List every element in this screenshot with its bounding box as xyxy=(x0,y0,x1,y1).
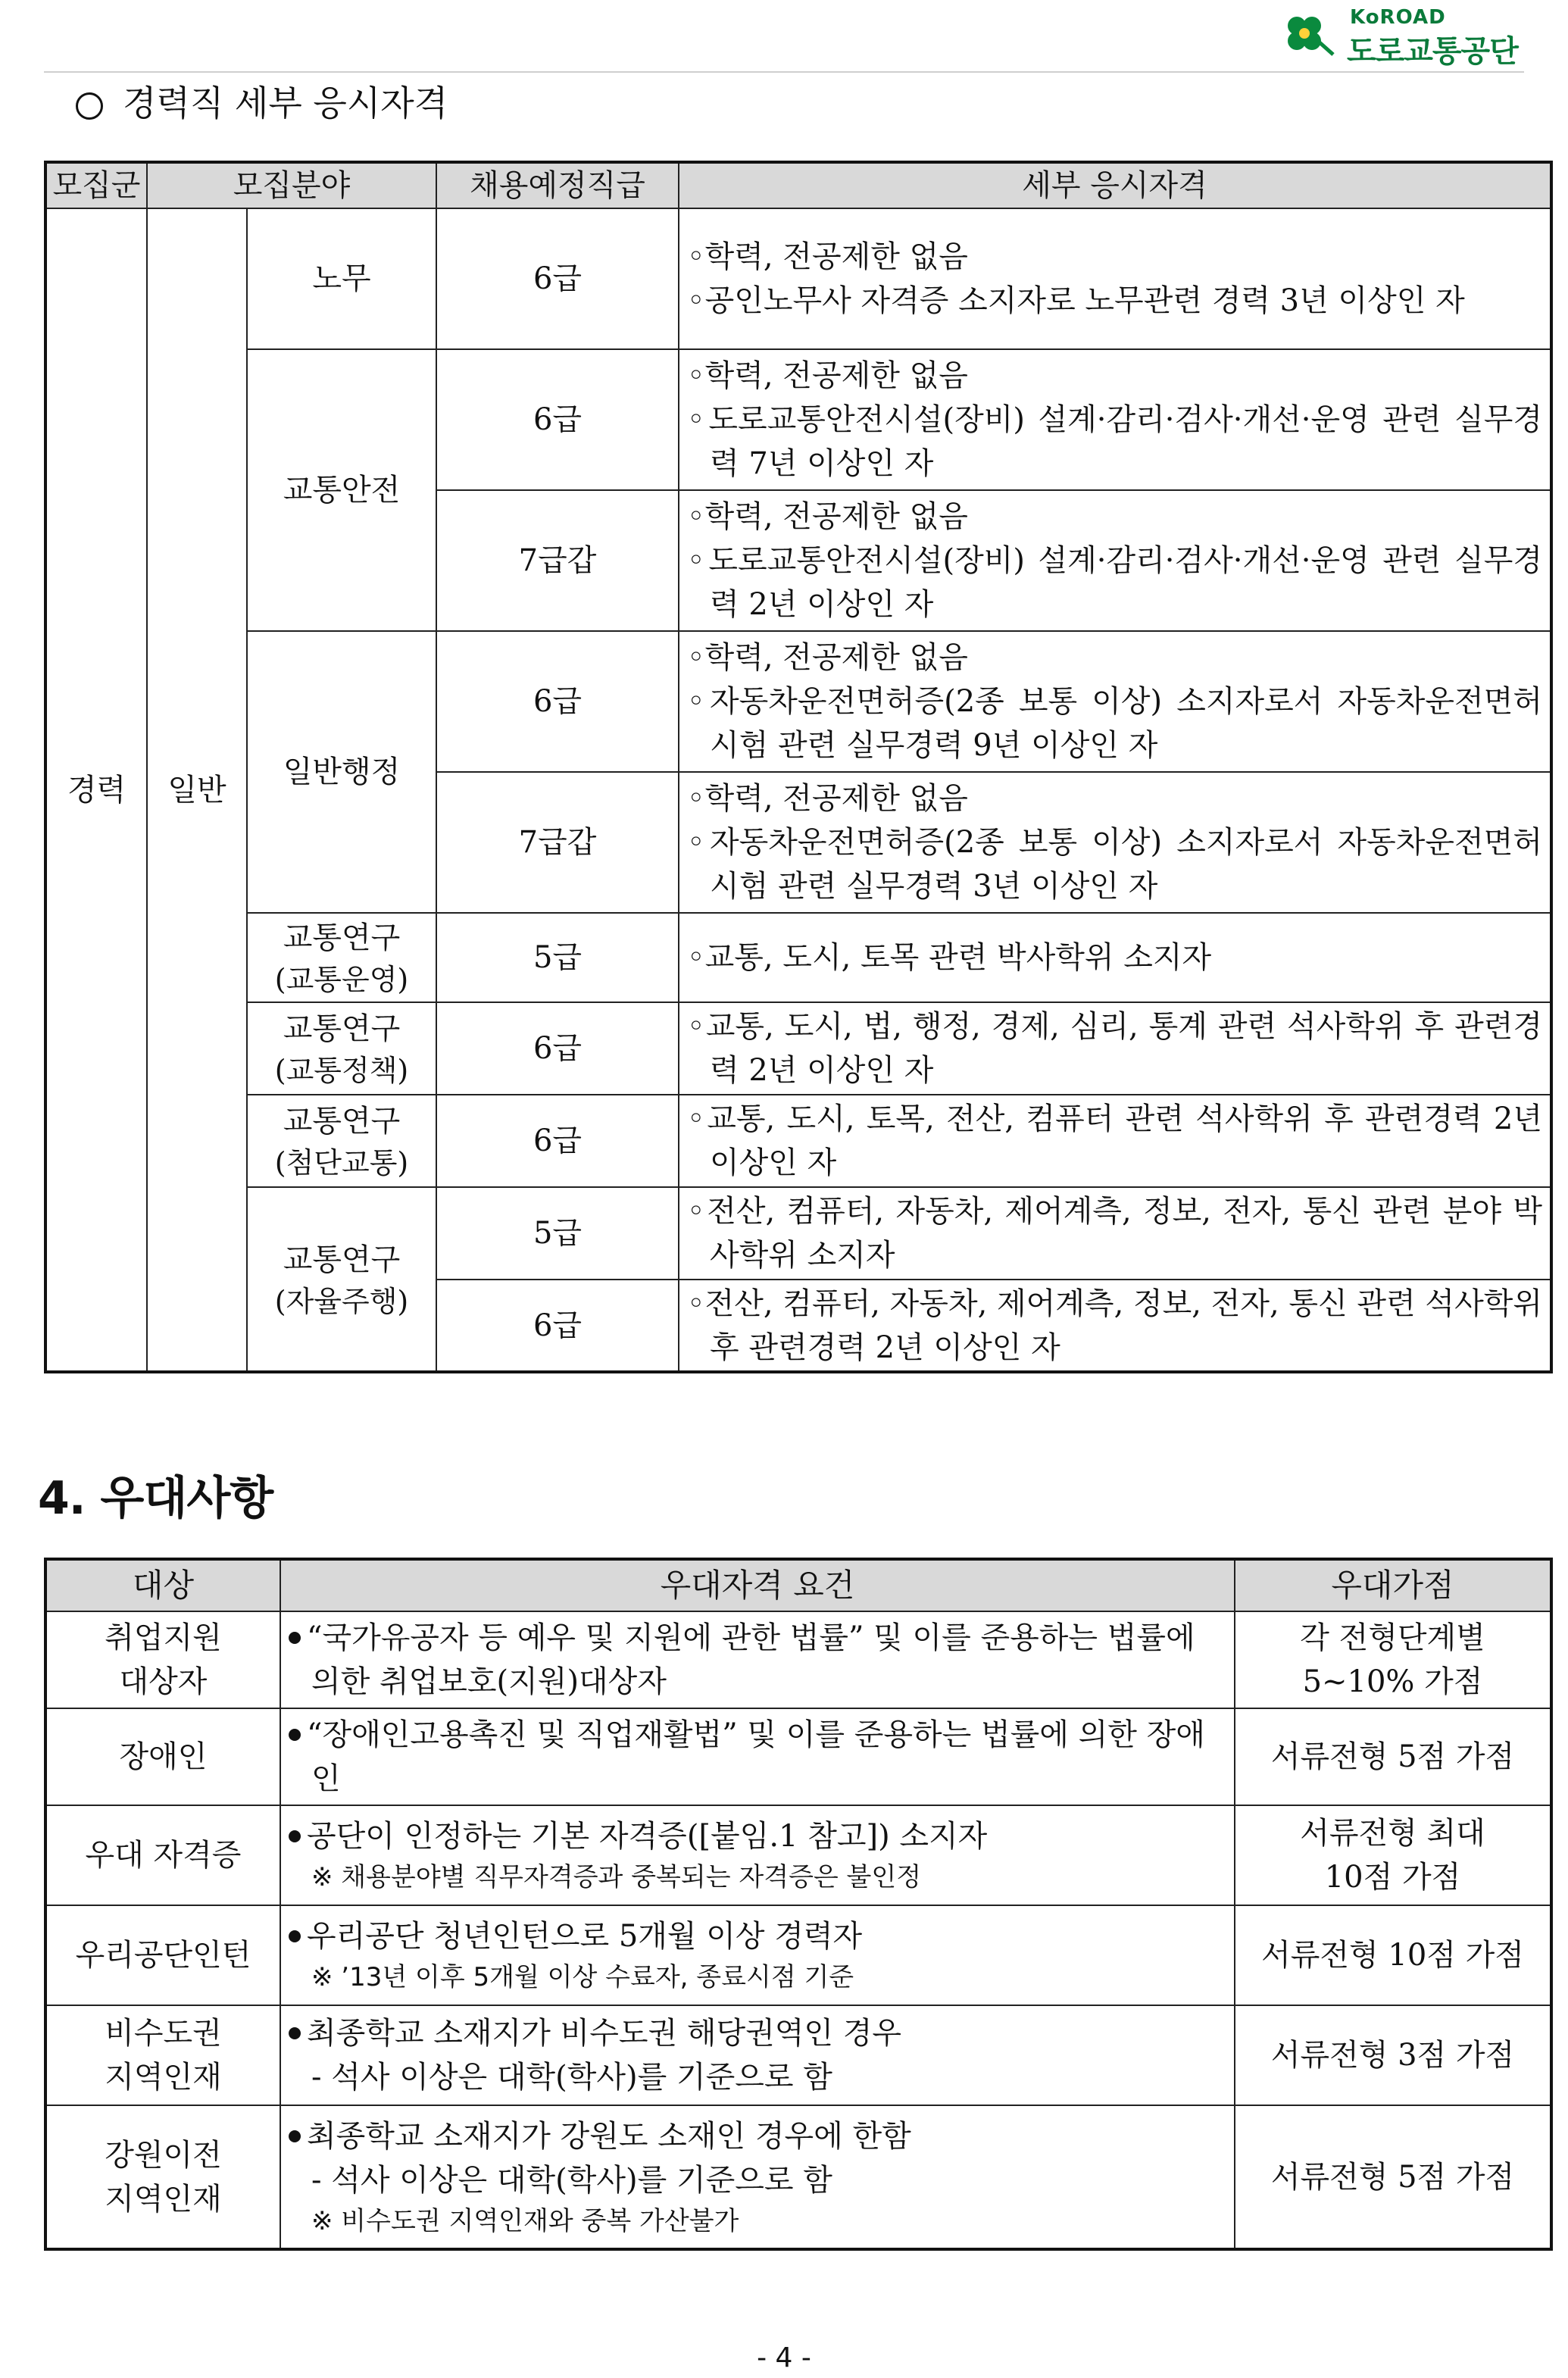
requirement-text: 공단이 인정하는 기본 자격증([붙임.1 참고]) 소지자 xyxy=(307,1819,988,1854)
target-cell xyxy=(45,1905,280,2005)
table-row xyxy=(45,349,1551,490)
field-cell: 교통안전 xyxy=(247,349,436,631)
requirement-subline: - 석사 이상은 대학(학사)를 기준으로 함 xyxy=(311,2162,832,2198)
table-row xyxy=(45,1708,1551,1805)
qualification-cell xyxy=(679,913,1551,1002)
field-subname: (교통운영) xyxy=(274,963,409,996)
qualification-cell xyxy=(679,631,1551,772)
points-line: 서류전형 3점 가점 xyxy=(1270,2038,1515,2073)
page-number: - 4 - xyxy=(757,2342,811,2373)
qualification-line: ◦교통, 도시, 토목, 전산, 컴퓨터 관련 석사학위 후 관련경력 2년 이상인 자 xyxy=(687,1102,1542,1180)
header-cell: 우대가점 xyxy=(1235,1559,1551,1611)
grade-cell: 7급갑 xyxy=(436,772,679,913)
points-line: 10점 가점 xyxy=(1324,1860,1461,1895)
target-line: 지역인재 xyxy=(105,2060,222,2095)
header-cell: 세부 응시자격 xyxy=(679,162,1551,208)
requirement-cell xyxy=(280,1805,1235,1905)
qualification-cell xyxy=(679,490,1551,631)
bullet-icon xyxy=(289,2130,301,2142)
header-cell: 대상 xyxy=(45,1559,280,1611)
field-name: 교통연구 xyxy=(283,1242,401,1277)
grade-cell: 6급 xyxy=(436,1095,679,1187)
section-4-title: 4. 우대사항 xyxy=(38,1472,273,1525)
qualification-line: ◦학력, 전공제한 없음 xyxy=(687,358,968,393)
grade-cell: 7급갑 xyxy=(436,490,679,631)
qualification-line: ◦자동차운전면허증(2종 보통 이상) 소지자로서 자동차운전면허시험 관련 실무경력 9년 이상인 자 xyxy=(687,684,1542,763)
requirement-note: ※ 비수도권 지역인재와 중복 가산불가 xyxy=(311,2205,739,2236)
points-cell xyxy=(1235,2105,1551,2249)
qualification-line: ◦학력, 전공제한 없음 xyxy=(687,781,968,816)
qualification-line: ◦학력, 전공제한 없음 xyxy=(687,640,968,675)
koroad-logo xyxy=(1280,6,1530,67)
table-row xyxy=(45,1611,1551,1708)
requirement-cell xyxy=(280,2105,1235,2249)
field-name: 교통연구 xyxy=(283,920,401,955)
header-cell: 모집분야 xyxy=(147,162,436,208)
points-line: 각 전형단계별 xyxy=(1300,1620,1485,1655)
target-cell xyxy=(45,1611,280,1708)
table-header-row xyxy=(45,1559,1551,1611)
requirement-text: 우리공단 청년인턴으로 5개월 이상 경력자 xyxy=(307,1919,863,1954)
field-cell xyxy=(247,1095,436,1187)
table-row xyxy=(45,2005,1551,2105)
table-row xyxy=(45,1002,1551,1095)
grade-cell: 6급 xyxy=(436,208,679,349)
bullet-icon xyxy=(289,1830,301,1842)
field-cell: 노무 xyxy=(247,208,436,349)
field-subname: (교통정책) xyxy=(274,1054,409,1087)
points-line: 서류전형 5점 가점 xyxy=(1270,2159,1515,2195)
section-title-text: 경력직 세부 응시자격 xyxy=(123,83,448,123)
table-row xyxy=(45,1805,1551,1905)
target-line: 장애인 xyxy=(119,1739,208,1774)
qualification-line: ◦교통, 도시, 법, 행정, 경제, 심리, 통계 관련 석사학위 후 관련경력 2년 이상인 자 xyxy=(687,1009,1542,1088)
qualification-line: ◦학력, 전공제한 없음 xyxy=(687,499,968,534)
clover-icon xyxy=(1280,12,1344,58)
qualification-line: ◦학력, 전공제한 없음 xyxy=(687,239,968,274)
grade-cell: 6급 xyxy=(436,349,679,490)
qualification-line: ◦전산, 컴퓨터, 자동차, 제어계측, 정보, 전자, 통신 관련 분야 박사학위 소지자 xyxy=(687,1194,1542,1273)
points-cell xyxy=(1235,2005,1551,2105)
grade-cell: 6급 xyxy=(436,631,679,772)
table-row xyxy=(45,913,1551,1002)
field-cell xyxy=(247,913,436,1002)
grade-cell: 5급 xyxy=(436,913,679,1002)
target-cell xyxy=(45,1708,280,1805)
points-line: 서류전형 10점 가점 xyxy=(1261,1938,1524,1973)
requirement-subline: - 석사 이상은 대학(학사)를 기준으로 함 xyxy=(311,2060,832,2095)
target-line: 지역인재 xyxy=(105,2181,222,2217)
qualification-cell xyxy=(679,349,1551,490)
header-cell: 우대자격 요건 xyxy=(280,1559,1235,1611)
qualification-line: ◦공인노무사 자격증 소지자로 노무관련 경력 3년 이상인 자 xyxy=(687,283,1465,318)
points-line: 5~10% 가점 xyxy=(1302,1664,1483,1699)
qualification-line: ◦도로교통안전시설(장비) 설계·감리·검사·개선·운영 관련 실무경력 2년 이상인 자 xyxy=(687,543,1542,622)
qualification-cell xyxy=(679,1095,1551,1187)
qualification-line: ◦자동차운전면허증(2종 보통 이상) 소지자로서 자동차운전면허시험 관련 실무경력 3년 이상인 자 xyxy=(687,825,1542,904)
section-title xyxy=(76,76,448,126)
qualification-cell xyxy=(679,772,1551,913)
bullet-icon xyxy=(289,1930,301,1942)
requirement-note: ※ 채용분야별 직무자격증과 중복되는 자격증은 불인정 xyxy=(311,1862,922,1892)
qualification-line: ◦전산, 컴퓨터, 자동차, 제어계측, 정보, 전자, 통신 관련 석사학위 후 관련경력 2년 이상인 자 xyxy=(687,1286,1542,1365)
target-line: 우대 자격증 xyxy=(85,1838,242,1873)
target-line: 취업지원 xyxy=(105,1620,222,1655)
table-row xyxy=(45,631,1551,772)
points-cell xyxy=(1235,1611,1551,1708)
field-name: 교통연구 xyxy=(283,1011,401,1046)
table-row xyxy=(45,1187,1551,1280)
grade-cell: 5급 xyxy=(436,1187,679,1280)
grade-cell: 6급 xyxy=(436,1280,679,1372)
qualification-cell xyxy=(679,1002,1551,1095)
bullet-icon xyxy=(289,2027,301,2039)
header-divider xyxy=(44,71,1524,73)
table-row xyxy=(45,2105,1551,2249)
requirement-note: ※ ’13년 이후 5개월 이상 수료자, 종료시점 기준 xyxy=(311,1962,854,1992)
preference-table xyxy=(44,1558,1553,2251)
points-line: 서류전형 5점 가점 xyxy=(1270,1739,1515,1774)
qualification-cell xyxy=(679,1280,1551,1372)
requirement-cell xyxy=(280,2005,1235,2105)
field-cell xyxy=(247,1187,436,1372)
field-cell xyxy=(247,1002,436,1095)
header-cell: 모집군 xyxy=(45,162,147,208)
table-header-row xyxy=(45,162,1551,208)
qualification-line: ◦도로교통안전시설(장비) 설계·감리·검사·개선·운영 관련 실무경력 7년 이상인 자 xyxy=(687,402,1542,481)
requirement-text: “국가유공자 등 예우 및 지원에 관한 법률” 및 이를 준용하는 법률에 의한 취업보호(지원)대상자 xyxy=(307,1620,1195,1699)
subgroup-cell: 일반 xyxy=(147,208,247,1372)
target-cell xyxy=(45,2005,280,2105)
field-cell: 일반행정 xyxy=(247,631,436,913)
target-line: 강원이전 xyxy=(105,2137,222,2173)
points-cell xyxy=(1235,1905,1551,2005)
field-subname: (첨단교통) xyxy=(274,1146,409,1180)
points-line: 서류전형 최대 xyxy=(1300,1816,1485,1851)
requirement-cell xyxy=(280,1611,1235,1708)
bullet-icon xyxy=(289,1729,301,1741)
target-cell xyxy=(45,1805,280,1905)
requirement-text: 최종학교 소재지가 강원도 소재인 경우에 한함 xyxy=(307,2118,911,2154)
qualification-cell xyxy=(679,1187,1551,1280)
requirement-text: “장애인고용촉진 및 직업재활법” 및 이를 준용하는 법률에 의한 장애인 xyxy=(307,1717,1205,1796)
target-line: 비수도권 xyxy=(105,2016,222,2051)
group-cell: 경력 xyxy=(45,208,147,1372)
points-cell xyxy=(1235,1708,1551,1805)
target-line: 대상자 xyxy=(119,1664,208,1699)
logo-english-text: KoROAD xyxy=(1350,6,1446,29)
table-row xyxy=(45,1095,1551,1187)
grade-cell: 6급 xyxy=(436,1002,679,1095)
table-row xyxy=(45,1905,1551,2005)
bullet-icon xyxy=(289,1632,301,1644)
logo-korean-text: 도로교통공단 xyxy=(1347,34,1518,69)
qualification-table xyxy=(44,161,1553,1373)
field-subname: (자율주행) xyxy=(274,1284,409,1318)
circle-bullet-icon xyxy=(76,92,103,120)
qualification-line: ◦교통, 도시, 토목 관련 박사학위 소지자 xyxy=(687,940,1212,975)
target-line: 우리공단인턴 xyxy=(75,1938,251,1973)
header-cell: 채용예정직급 xyxy=(436,162,679,208)
requirement-cell xyxy=(280,1905,1235,2005)
table-row xyxy=(45,208,1551,349)
field-name: 교통연구 xyxy=(283,1104,401,1139)
qualification-cell xyxy=(679,208,1551,349)
points-cell xyxy=(1235,1805,1551,1905)
requirement-cell xyxy=(280,1708,1235,1805)
requirement-text: 최종학교 소재지가 비수도권 해당권역인 경우 xyxy=(307,2016,902,2051)
target-cell xyxy=(45,2105,280,2249)
